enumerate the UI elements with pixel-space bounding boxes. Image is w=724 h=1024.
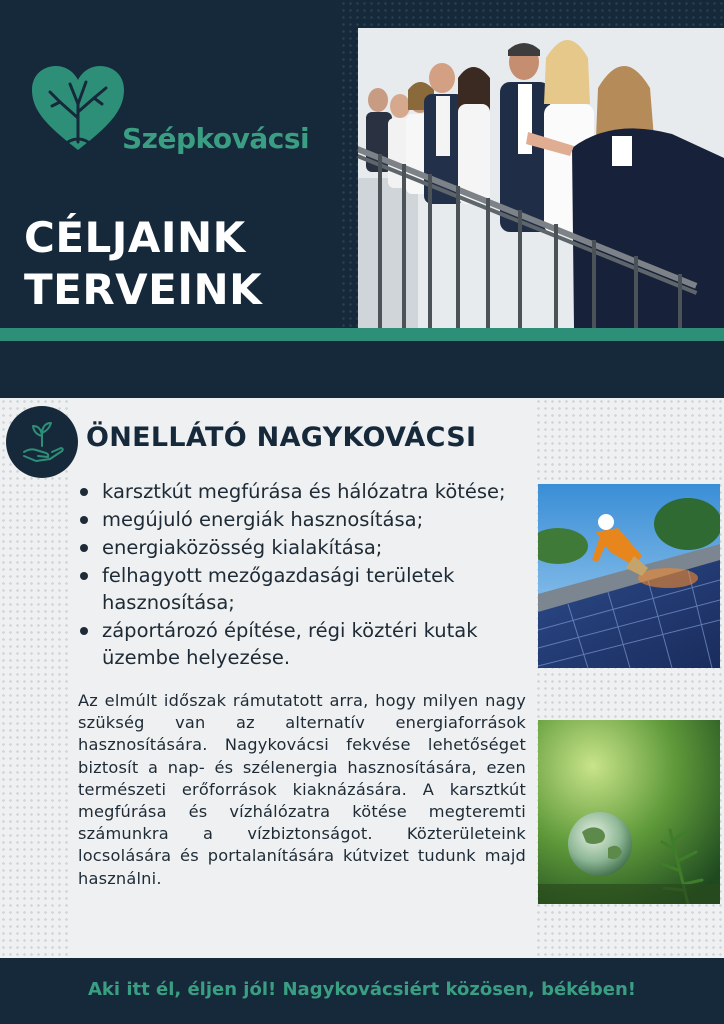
heart-tree-logo-icon — [30, 62, 126, 152]
group-photo — [358, 28, 724, 328]
glass-globe-photo — [538, 720, 720, 904]
list-item: megújuló energiák hasznosítása; — [78, 506, 538, 533]
list-item: záportározó építése, régi köztéri kutak üzembe helyezése. — [78, 617, 538, 671]
page-title — [24, 212, 262, 316]
goals-list — [78, 478, 538, 672]
dot-pattern-left — [0, 398, 70, 958]
section-icon-badge — [6, 406, 78, 478]
list-item: karsztkút megfúrása és hálózatra kötése; — [78, 478, 538, 505]
list-item: felhagyott mezőgazdasági területek hasznosítása; — [78, 562, 538, 616]
title-line-1: CÉLJAINK — [24, 213, 246, 262]
section-title: ÖNELLÁTÓ NAGYKOVÁCSI — [86, 422, 477, 453]
footer-slogan: Aki itt él, éljen jól! Nagykovácsiért közösen, békében! — [88, 979, 636, 1000]
plant-hand-icon — [6, 406, 78, 478]
title-line-2: TERVEINK — [24, 265, 263, 314]
body-paragraph: Az elmúlt időszak rámutatott arra, hogy milyen nagy szükség van az alternatív energiaforrások hasznosítására. Nagykovácsi fekvése lehetőséget biztosít a nap- és szélenergia hasznosítására, ezen természeti erőforrások kiaknázására. A karsztkút megfúrása és vízhálózatra kötése megteremti számunkra a vízbiztonságot. Közterületeink locsolására és portalanítására kútvizet tudunk majd használni. — [78, 691, 526, 888]
glass-globe-illustration — [538, 720, 720, 904]
solar-panel-illustration — [538, 484, 720, 668]
accent-bar — [0, 328, 724, 341]
header-section — [0, 0, 724, 400]
list-item: energiaközösség kialakítása; — [78, 534, 538, 561]
footer — [0, 958, 724, 1024]
content-section — [0, 398, 724, 958]
group-photo-illustration — [358, 28, 724, 328]
brand-name: Szépkovácsi — [122, 122, 310, 155]
solar-panel-photo — [538, 484, 720, 668]
